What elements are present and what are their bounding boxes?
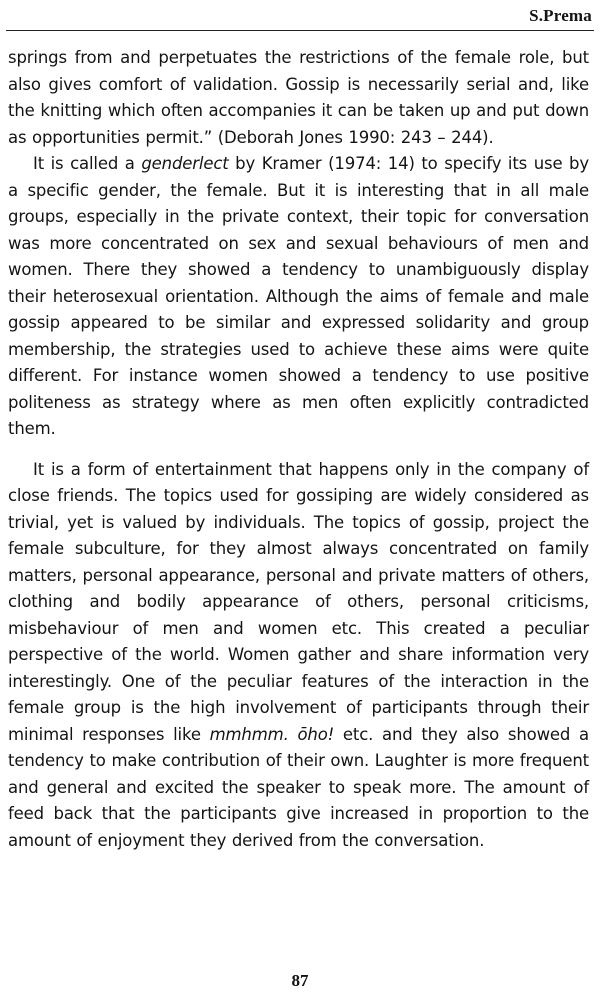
paragraph-text: It is called a [33, 154, 142, 173]
italic-term-mmhmm: mmhmm. [209, 724, 289, 744]
paragraph-text: etc. and they also showed a tendency to make contribution of their own. Laughter is more frequent and general and excited the speaker to speak more. The amount of feed back that the participants give increased in proportion to the amount of enjoyment they derived from the conversation. [8, 724, 589, 850]
paragraph-quote-continuation: springs from and perpetuates the restrictions of the female role, but also gives comfort of validation. Gossip is necessarily serial and, like the knitting which often accompanies it can be taken up and put down as opportunities permit.” (Deborah Jones 1990: 243 – 244). [8, 48, 589, 147]
header-rule [6, 30, 594, 31]
paragraph-entertainment [8, 457, 589, 855]
running-head: S.Prema [529, 6, 592, 25]
italic-term-oho: ōho! [297, 724, 335, 744]
page-number: 87 [291, 971, 309, 990]
italic-term-genderlect: genderlect [141, 154, 229, 173]
page-body [8, 45, 589, 854]
paragraph-text: by Kramer (1974: 14) to specify its use by a specific gender, the female. But it is interesting that in all male groups, especially in the private context, their topic for conversation was more concentrated on sex and sexual behaviours of men and women. There they showed a tendency to unambiguously display their heterosexual orientation. Although the aims of female and male gossip appeared to be similar and expressed solidarity and group membership, the strategies used to achieve these aims were quite different. For instance women showed a tendency to use positive politeness as strategy where as men often explicitly contradicted them. [8, 154, 589, 438]
paragraph-genderlect [8, 151, 589, 443]
paragraph-text: It is a form of entertainment that happens only in the company of close friends. The topics used for gossiping are widely considered as trivial, yet is valued by individuals. The topics of gossip, project the female subculture, for they almost always concentrated on family matters, personal appearance, personal and private matters of others, clothing and bodily appearance of others, personal criticisms, misbehaviour of men and women etc. This created a peculiar perspective of the world. Women gather and share information very interestingly. One of the peculiar features of the interaction in the female group is the high involvement of participants through their minimal responses like [8, 459, 589, 744]
